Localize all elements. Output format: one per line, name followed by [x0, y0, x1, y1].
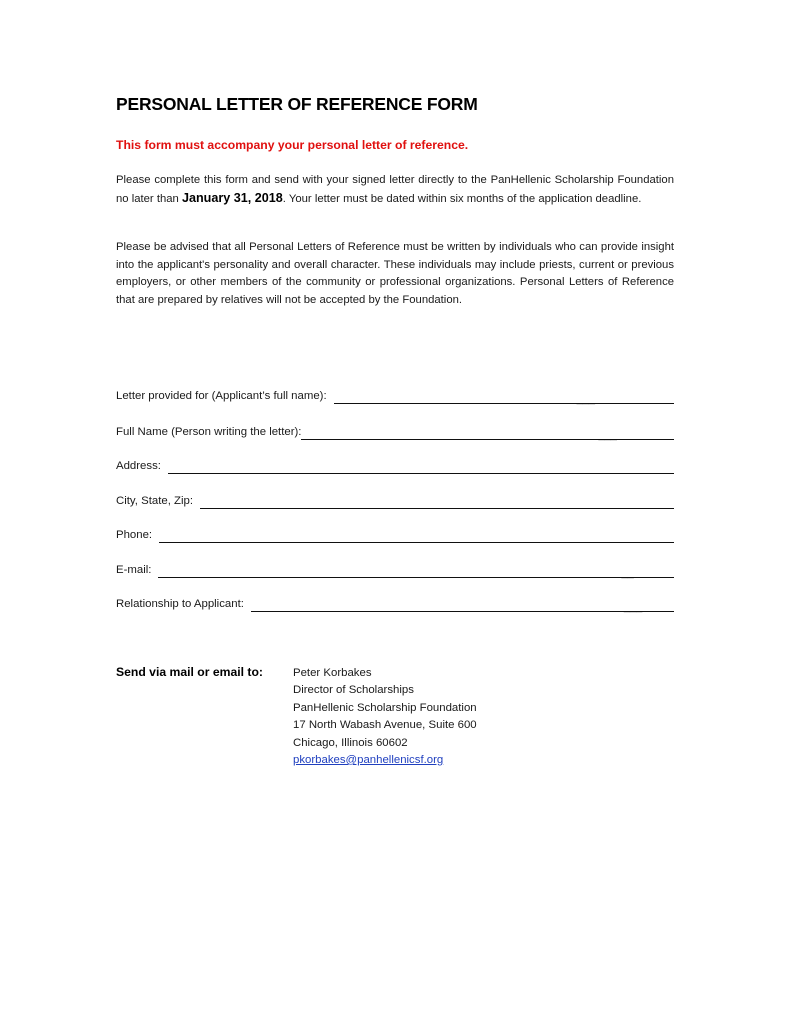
applicant-name-field [116, 382, 674, 404]
address-input[interactable] [168, 459, 674, 474]
address-label: Address: [116, 460, 161, 472]
contact-city: Chicago, Illinois 60602 [293, 736, 408, 749]
email-label: E-mail: [116, 564, 152, 576]
phone-input[interactable] [159, 528, 674, 543]
contact-street: 17 North Wabash Avenue, Suite 600 [293, 719, 477, 732]
phone-label: Phone: [116, 529, 153, 541]
contact-name: Peter Korbakes [293, 667, 372, 679]
instructions-paragraph [116, 172, 674, 208]
applicant-name-input[interactable] [334, 389, 674, 404]
writer-name-input[interactable] [301, 425, 674, 440]
relationship-tail: ___ [623, 601, 643, 613]
send-to-label: Send via mail or email to: [116, 665, 263, 679]
relationship-input[interactable] [251, 597, 674, 612]
city-state-zip-label: City, State, Zip: [116, 495, 194, 507]
contact-title: Director of Scholarships [293, 684, 414, 697]
mailing-address [293, 665, 477, 769]
email-tail: __ [621, 567, 634, 579]
form-title: PERSONAL LETTER OF REFERENCE FORM [116, 94, 478, 114]
applicant-name-label: Letter provided for (Applicant’s full name): [116, 390, 327, 402]
writer-name-tail: ___ [598, 429, 617, 441]
contact-email-link[interactable]: pkorbakes@panhellenicsf.org [293, 754, 444, 767]
deadline-date: January 31, 2018 [181, 190, 283, 205]
phone-field [116, 521, 674, 543]
instructions-text: Please complete this form and send with your signed letter directly to the PanHellenic Scholarship Foundation no later than [116, 174, 674, 205]
contact-organization: PanHellenic Scholarship Foundation [293, 701, 477, 714]
advisory-paragraph: Please be advised that all Personal Letters of Reference must be written by individuals who can provide insight into the applicant's personality and overall character. These individuals may include priests, current or previous employers, or other members of the community or professional organizations. Personal Letters of Reference that are prepared by relatives will not be accepted by the Foundation. [116, 241, 674, 306]
writer-name-label: Full Name (Person writing the letter): [116, 426, 302, 438]
email-field [116, 556, 674, 578]
email-input[interactable] [158, 563, 674, 578]
address-field [116, 452, 674, 474]
applicant-name-tail: ___ [576, 393, 595, 405]
instructions-text-end: . Your letter must be dated within six months of the application deadline. [282, 192, 642, 205]
relationship-field [116, 590, 674, 612]
city-state-zip-input[interactable] [200, 494, 674, 509]
writer-name-field [116, 418, 674, 440]
relationship-label: Relationship to Applicant: [116, 598, 244, 610]
city-state-zip-field [116, 487, 674, 509]
form-notice: This form must accompany your personal letter of reference. [116, 138, 469, 152]
